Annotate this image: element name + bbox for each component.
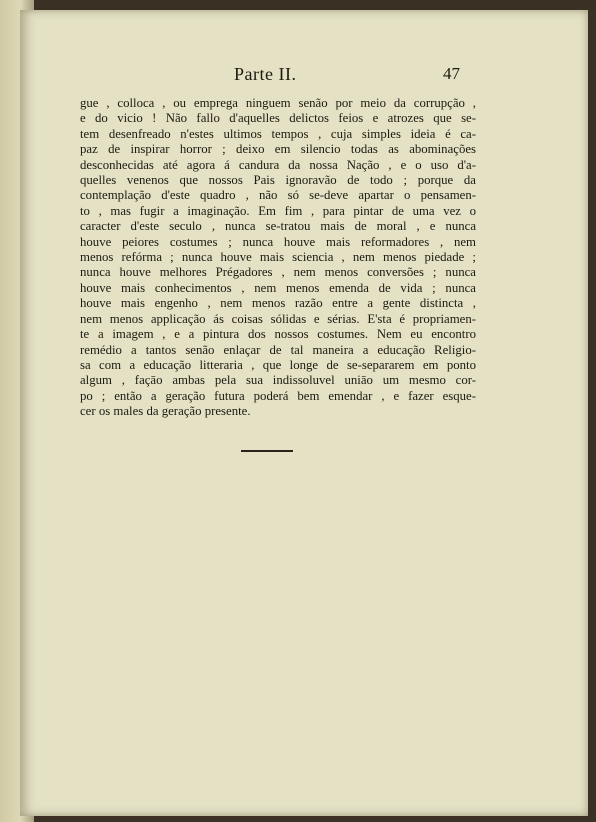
running-title: Parte II.: [234, 64, 297, 84]
text-line: nunca houve melhores Prégadores , nem menos conversões ; nunca: [80, 265, 476, 280]
text-line: e do vicio ! Não fallo d'aquelles delictos feios e atrozes que se-: [80, 111, 476, 126]
text-line: houve mais conhecimentos , nem menos emenda de vida ; nunca: [80, 280, 476, 295]
text-line: to , mas fugir a imaginação. Em fim , para pintar de uma vez o: [80, 203, 476, 218]
text-line: quelles venenos que nossos Pais ignoravão de todo ; porque da: [80, 173, 476, 188]
text-line: contemplação d'este quadro , não só se-deve apartar o pensamen-: [80, 188, 476, 203]
text-line: tem desenfreado n'estes ultimos tempos , cuja simples ideia é ca-: [80, 126, 476, 141]
text-line: te a imagem , e a pintura dos nossos costumes. Nem eu encontro: [80, 327, 476, 342]
text-line: algum , façāo ambas pela sua indissoluvel uniāo um mesmo cor-: [80, 373, 476, 388]
text-line: caracter d'este seculo , nunca se-tratou mais de moral , e nunca: [80, 219, 476, 234]
text-line: menos refórma ; nunca houve mais sciencia , nem menos piedade ;: [80, 250, 476, 265]
text-line: paz de inspirar horror ; deixo em silencio todas as abominações: [80, 142, 476, 157]
text-line: houve mais engenho , nem menos razão entre a gente distincta ,: [80, 296, 476, 311]
section-end-rule: [241, 450, 293, 452]
text-line: houve peiores costumes ; nunca houve mais reformadores , nem: [80, 234, 476, 249]
text-line: cer os males da geração presente.: [80, 404, 251, 419]
text-line: po ; então a geração futura poderá bem emendar , e fazer esque-: [80, 388, 476, 403]
text-line: gue , colloca , ou emprega ninguem senão por meio da corrupção ,: [80, 96, 476, 110]
text-line: remédio a tantos senão enlaçar de tal maneira a educação Religio-: [80, 342, 476, 357]
text-line: desconhecidas até agora á candura da nossa Nação , e o uso d'a-: [80, 157, 476, 172]
page-header: [20, 62, 588, 92]
text-line: nem menos applicação ás coisas sólidas e sérias. E'sta é propriamen-: [80, 311, 476, 326]
text-line: sa com a educação litteraria , que longe de se-separarem em ponto: [80, 357, 476, 372]
page: [20, 10, 588, 816]
page-number: 47: [443, 64, 460, 83]
body-text: [80, 96, 476, 420]
